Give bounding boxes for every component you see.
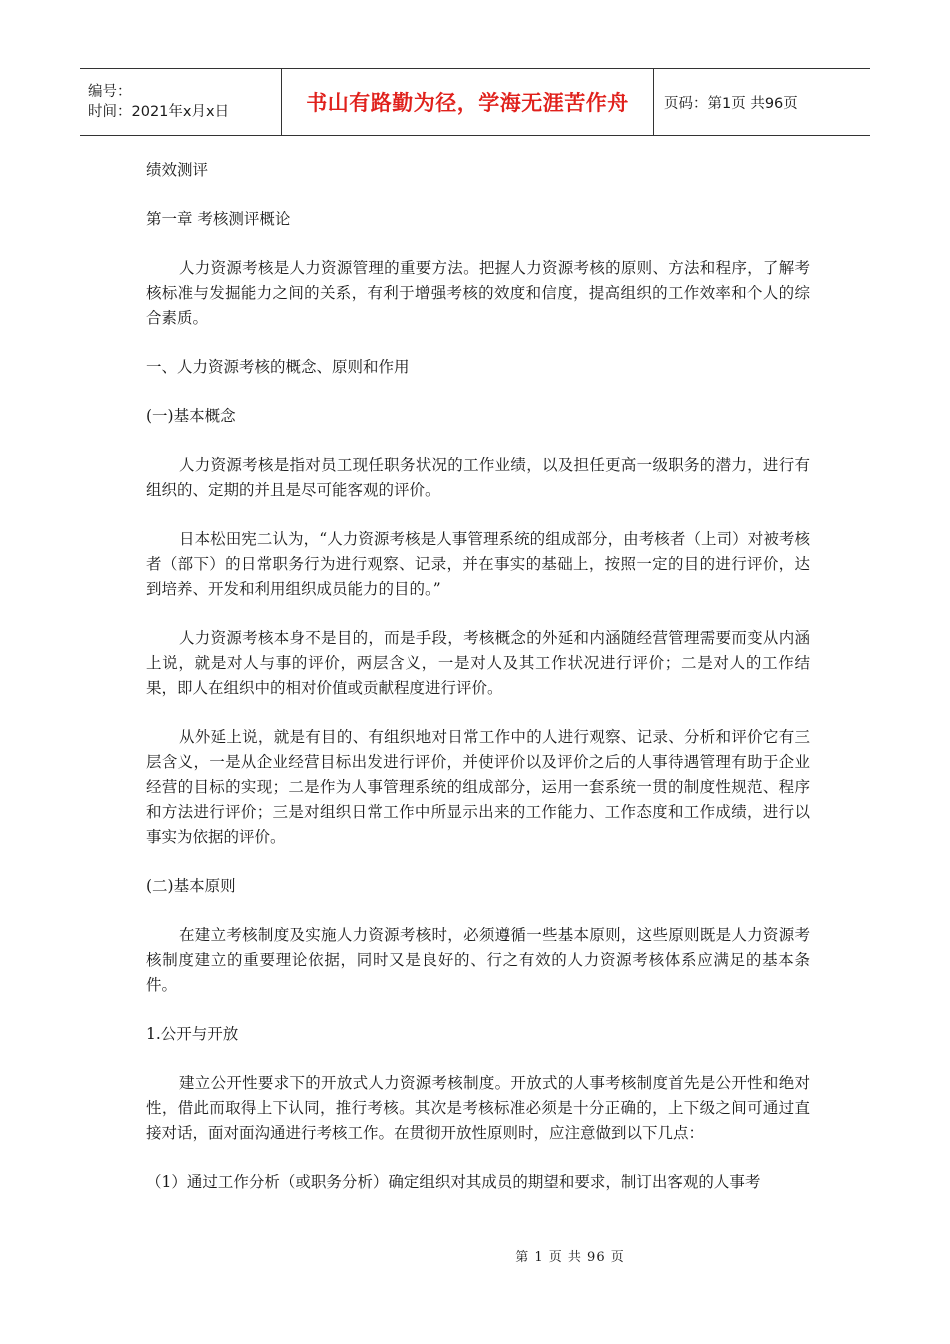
section-heading: 一、人力资源考核的概念、原则和作用 [146,358,410,376]
subsection-heading: (二)基本原则 [146,877,236,895]
header-page-info: 页码：第1页 共96页 [664,95,798,112]
document-body [146,158,810,1219]
document-number-label: 编号： [88,84,132,100]
header-motto-cell [282,69,654,135]
paragraph: 人力资源考核本身不是目的，而是手段，考核概念的外延和内涵随经营管理需要而变从内涵上说，就是对人与事的评价，两层含义，一是对人及其工作状况进行评价；二是对人的工作结果，即人在组织中的相对价值或贡献程度进行评价。 [146,629,810,697]
document-title: 绩效测评 [146,161,209,179]
subsection-heading: (一)基本概念 [146,407,236,425]
page-footer: 第 1 页 共 96 页 [515,1250,625,1265]
item-heading: 1.公开与开放 [146,1025,239,1043]
paragraph: 在建立考核制度及实施人力资源考核时，必须遵循一些基本原则，这些原则既是人力资源考核制度建立的重要理论依据，同时又是良好的、行之有效的人力资源考核体系应满足的基本条件。 [146,926,810,994]
header-page-info-cell [654,69,870,135]
paragraph: 日本松田宪二认为，“人力资源考核是人事管理系统的组成部分，由考核者（上司）对被考核者（部下）的日常职务行为进行观察、记录，并在事实的基础上，按照一定的目的进行评价，达到培养、开发和利用组织成员能力的目的。” [146,530,810,598]
chapter-heading: 第一章 考核测评概论 [146,210,291,228]
header-meta [80,69,282,135]
paragraph: 从外延上说，就是有目的、有组织地对日常工作中的人进行观察、记录、分析和评价它有三层含义，一是从企业经营目标出发进行评价，并使评价以及评价之后的人事待遇管理有助于企业经营的目标的实现；二是作为人事管理系统的组成部分，运用一套系统一贯的制度性规范、程序和方法进行评价；三是对组织日常工作中所显示出来的工作能力、工作态度和工作成绩，进行以事实为依据的评价。 [146,728,810,846]
paragraph: 人力资源考核是人力资源管理的重要方法。把握人力资源考核的原则、方法和程序，了解考核标准与发掘能力之间的关系，有利于增强考核的效度和信度，提高组织的工作效率和个人的综合素质。 [146,259,810,327]
paragraph: 人力资源考核是指对员工现任职务状况的工作业绩，以及担任更高一级职务的潜力，进行有组织的、定期的并且是尽可能客观的评价。 [146,456,810,499]
document-date: 时间：2021年x月x日 [88,104,230,120]
page-header [80,68,870,136]
paragraph: 建立公开性要求下的开放式人力资源考核制度。开放式的人事考核制度首先是公开性和绝对性，借此而取得上下认同，推行考核。其次是考核标准必须是十分正确的，上下级之间可通过直接对话，面对面沟通进行考核工作。在贯彻开放性原则时，应注意做到以下几点： [146,1074,810,1142]
list-item: （1）通过工作分析（或职务分析）确定组织对其成员的期望和要求，制订出客观的人事考 [146,1173,761,1191]
header-motto: 书山有路勤为径，学海无涯苦作舟 [306,91,629,115]
